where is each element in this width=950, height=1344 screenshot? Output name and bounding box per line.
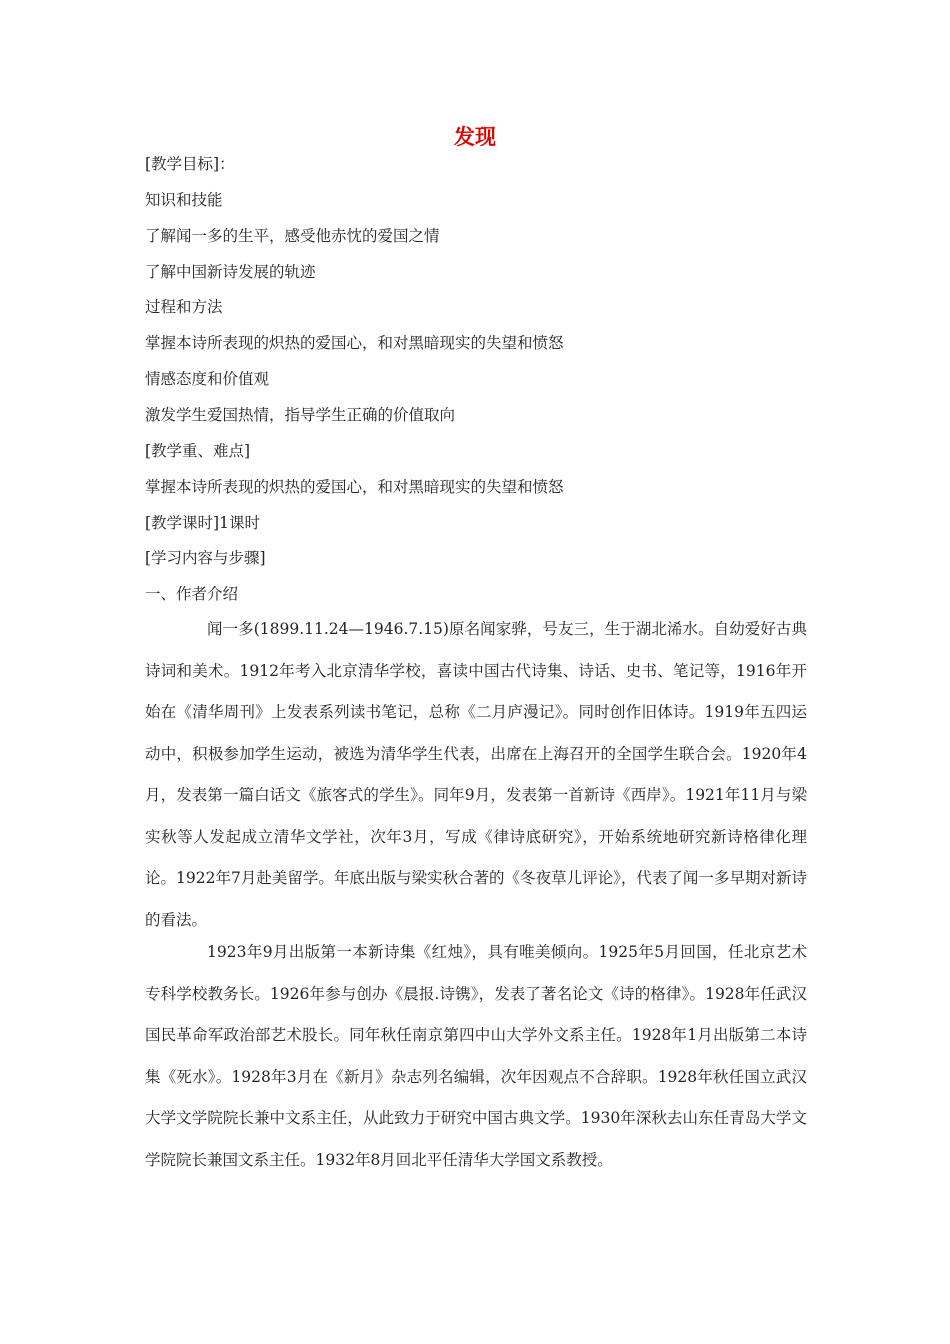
section-heading-steps: [学习内容与步骤] <box>145 549 266 567</box>
section-heading-class-hours: [教学课时]1课时 <box>145 514 260 532</box>
section-heading-objectives: [教学目标]： <box>145 155 235 173</box>
author-bio-paragraph-1: 闻一多(1899.11.24—1946.7.15)原名闻家骅，号友三，生于湖北浠水。自幼爱好古典诗词和美术。1912年考入北京清华学校，喜读中国古代诗集、诗话、史书、笔记等，1916年开始在《清华周刊》上发表系列读书笔记，总称《二月庐漫记》。同时创作旧体诗。1919年五四运动中，积极参加学生运动，被选为清华学生代表，出席在上海召开的全国学生联合会。1920年4月，发表第一篇白话文《旅客式的学生》。同年9月，发表第一首新诗《西岸》。1921年11月与梁实秋等人发起成立清华文学社，次年3月，写成《律诗底研究》，开始系统地研究新诗格律化理论。1922年7月赴美留学。年底出版与梁实秋合著的《冬夜草儿评论》，代表了闻一多早期对新诗的看法。 <box>145 620 807 929</box>
objective-item: 激发学生爱国热情，指导学生正确的价值取向 <box>145 406 456 424</box>
subheading-emotion-values: 情感态度和价值观 <box>145 370 270 388</box>
key-point-item: 掌握本诗所表现的炽热的爱国心，和对黑暗现实的失望和愤怒 <box>145 478 564 496</box>
subheading-process-method: 过程和方法 <box>145 298 223 316</box>
objective-item: 了解中国新诗发展的轨迹 <box>145 263 316 281</box>
objective-item: 了解闻一多的生平，感受他赤忱的爱国之情 <box>145 227 440 245</box>
author-bio-paragraph-2: 1923年9月出版第一本新诗集《红烛》，具有唯美倾向。1925年5月回国，任北京艺术专科学校教务长。1926年参与创办《晨报.诗镌》，发表了著名论文《诗的格律》。1928年任武汉国民革命军政治部艺术股长。同年秋任南京第四中山大学外文系主任。1928年1月出版第二本诗集《死水》。1928年3月在《新月》杂志列名编辑，次年因观点不合辞职。1928年秋任国立武汉大学文学院院长兼中文系主任，从此致力于研究中国古典文学。1930年深秋去山东任青岛大学文学院院长兼国文系主任。1932年8月回北平任清华大学国文系教授。 <box>145 943 807 1169</box>
subheading-knowledge-skills: 知识和技能 <box>145 191 223 209</box>
document-title: 发现 <box>454 124 496 149</box>
section-heading-author-intro: 一、作者介绍 <box>145 585 239 603</box>
objective-item: 掌握本诗所表现的炽热的爱国心，和对黑暗现实的失望和愤怒 <box>145 334 564 352</box>
section-heading-key-points: [教学重、难点] <box>145 442 251 460</box>
